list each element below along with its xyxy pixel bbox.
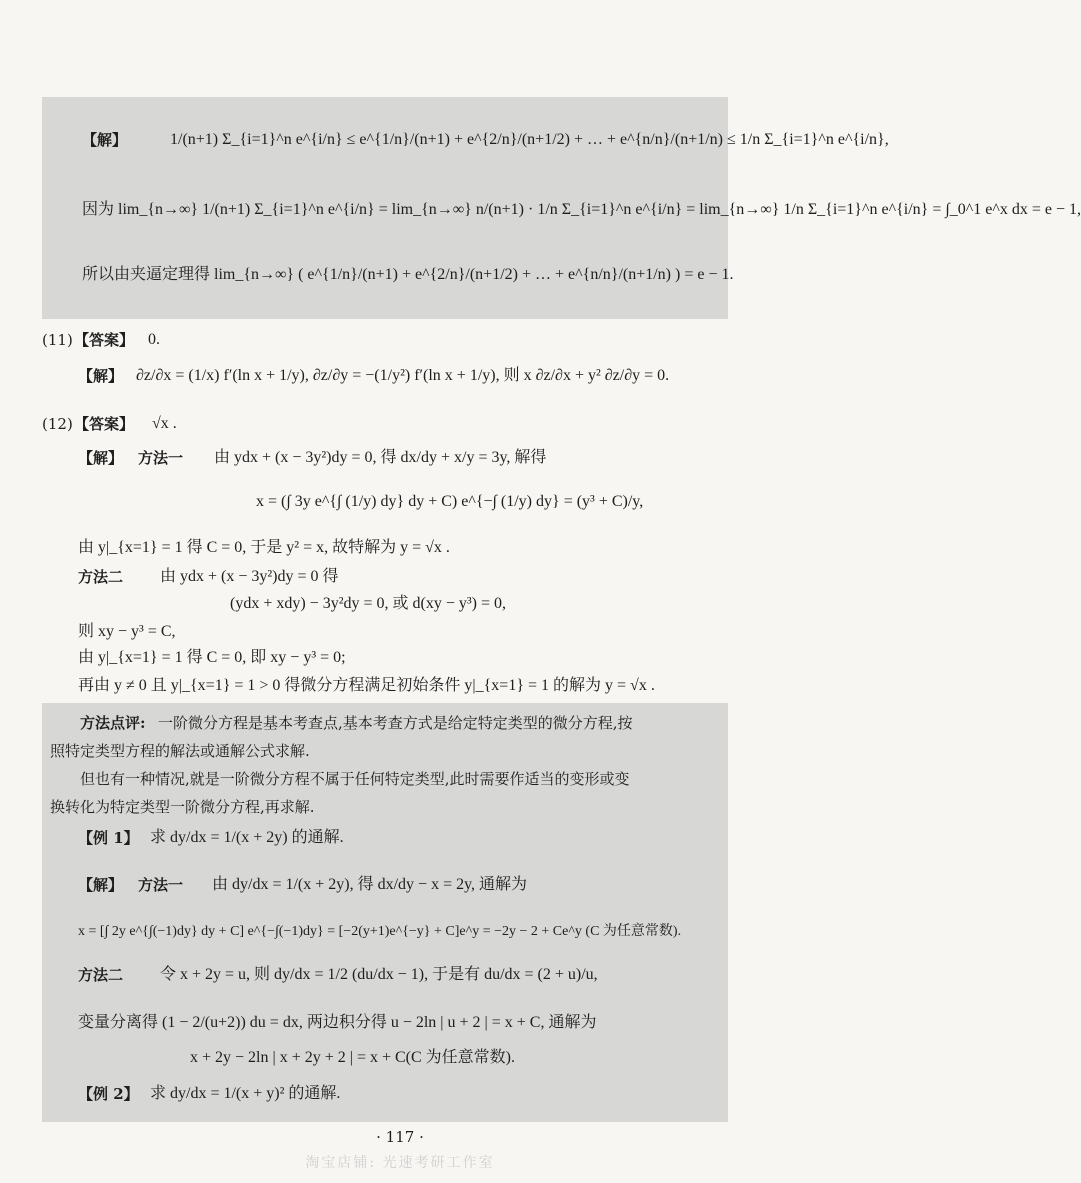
comment-line-4: 换转化为特定类型一阶微分方程,再求解. xyxy=(50,798,315,816)
example1-method2-line2: 变量分离得 (1 − 2/(u+2)) du = dx, 两边积分得 u − 2ln | u + 2 | = x + C, 通解为 xyxy=(78,1014,597,1031)
solution-label: 【解】 xyxy=(82,131,128,149)
q12-answer: √x . xyxy=(152,415,177,432)
q11-solution-label: 【解】 xyxy=(78,367,124,385)
solution-box-top xyxy=(42,97,1081,319)
comment-line-3: 但也有一种情况,就是一阶微分方程不属于任何特定类型,此时需要作适当的变形或变 xyxy=(80,770,630,788)
shop-watermark: 淘宝店铺: 光速考研工作室 xyxy=(305,1155,495,1171)
comment-label: 方法点评: xyxy=(80,714,146,732)
page-number: · 117 · xyxy=(376,1128,424,1146)
q12-solution-label: 【解】 xyxy=(78,449,124,467)
example1-solution-label: 【解】 xyxy=(78,876,124,894)
q11-answer: 0. xyxy=(148,331,160,348)
method-comment-box xyxy=(42,703,728,1122)
q11-number: (11) xyxy=(42,331,73,349)
q11-solution: ∂z/∂x = (1/x) f′(ln x + 1/y), ∂z/∂y = −(1/y²) f′(ln x + 1/y), 则 x ∂z/∂x + y² ∂z/∂y = 0. xyxy=(136,367,670,384)
q12-method2-line4: 由 y|_{x=1} = 1 得 C = 0, 即 xy − y³ = 0; xyxy=(78,649,346,666)
q12-method2-line2: (ydx + xdy) − 3y²dy = 0, 或 d(xy − y³) = 0, xyxy=(230,595,507,612)
q12-method2-line3: 则 xy − y³ = C, xyxy=(78,623,176,640)
q12-method2-line5: 再由 y ≠ 0 且 y|_{x=1} = 1 > 0 得微分方程满足初始条件 y|_{x=1} = 1 的解为 y = √x . xyxy=(78,677,655,694)
comment-line-1: 一阶微分方程是基本考查点,基本考查方式是给定特定类型的微分方程,按 xyxy=(158,714,633,732)
q12-answer-label: 【答案】 xyxy=(74,415,135,433)
q12-number: (12) xyxy=(42,415,73,433)
q12-method1-line3: 由 y|_{x=1} = 1 得 C = 0, 于是 y² = x, 故特解为 y = √x . xyxy=(78,539,450,556)
q11-answer-label: 【答案】 xyxy=(74,331,135,349)
example1-method1-line2: x = [∫ 2y e^{∫(−1)dy} dy + C] e^{−∫(−1)dy} = [−2(y+1)e^{−y} + C]e^y = −2y − 2 + Ce^y (C 为任意常数). xyxy=(78,924,682,939)
q12-method1-line1: 由 ydx + (x − 3y²)dy = 0, 得 dx/dy + x/y = 3y, 解得 xyxy=(214,449,547,466)
example1-method1-line1: 由 dy/dx = 1/(x + 2y), 得 dx/dy − x = 2y, 通解为 xyxy=(212,876,528,893)
q12-method1-label: 方法一 xyxy=(138,449,184,467)
squeeze-line: 所以由夹逼定理得 lim_{n→∞} ( e^{1/n}/(n+1) + e^{2/n}/(n+1/2) + … + e^{n/n}/(n+1/n) ) = e − 1. xyxy=(82,266,734,283)
example1-label: 【例 1】 xyxy=(78,829,139,847)
q12-method2-label: 方法二 xyxy=(78,568,124,586)
example2-label: 【例 2】 xyxy=(78,1085,139,1103)
q12-method2-line1: 由 ydx + (x − 3y²)dy = 0 得 xyxy=(160,568,339,585)
example1-method1-label: 方法一 xyxy=(138,876,184,894)
inequality-line: 1/(n+1) Σ_{i=1}^n e^{i/n} ≤ e^{1/n}/(n+1) + e^{2/n}/(n+1/2) + … + e^{n/n}/(n+1/n) ≤ 1/n Σ_{i=1}^n e^{i/n}, xyxy=(170,131,889,148)
example2-text: 求 dy/dx = 1/(x + y)² 的通解. xyxy=(150,1085,341,1102)
example1-method2-line3: x + 2y − 2ln | x + 2y + 2 | = x + C(C 为任意常数). xyxy=(190,1049,515,1066)
example1-method2-label: 方法二 xyxy=(78,966,124,984)
q12-method1-line2: x = (∫ 3y e^{∫ (1/y) dy} dy + C) e^{−∫ (1/y) dy} = (y³ + C)/y, xyxy=(256,493,644,510)
comment-line-2: 照特定类型方程的解法或通解公式求解. xyxy=(50,742,310,760)
example1-text: 求 dy/dx = 1/(x + 2y) 的通解. xyxy=(150,829,344,846)
example1-method2-line1: 令 x + 2y = u, 则 dy/dx = 1/2 (du/dx − 1), 于是有 du/dx = (2 + u)/u, xyxy=(160,966,598,983)
limit-line: 因为 lim_{n→∞} 1/(n+1) Σ_{i=1}^n e^{i/n} = lim_{n→∞} n/(n+1) · 1/n Σ_{i=1}^n e^{i/n} = lim_{n→∞} 1/n Σ_{i=1}^n e^{i/n} = ∫_0^1 e^x dx = e − 1, xyxy=(82,201,1081,218)
